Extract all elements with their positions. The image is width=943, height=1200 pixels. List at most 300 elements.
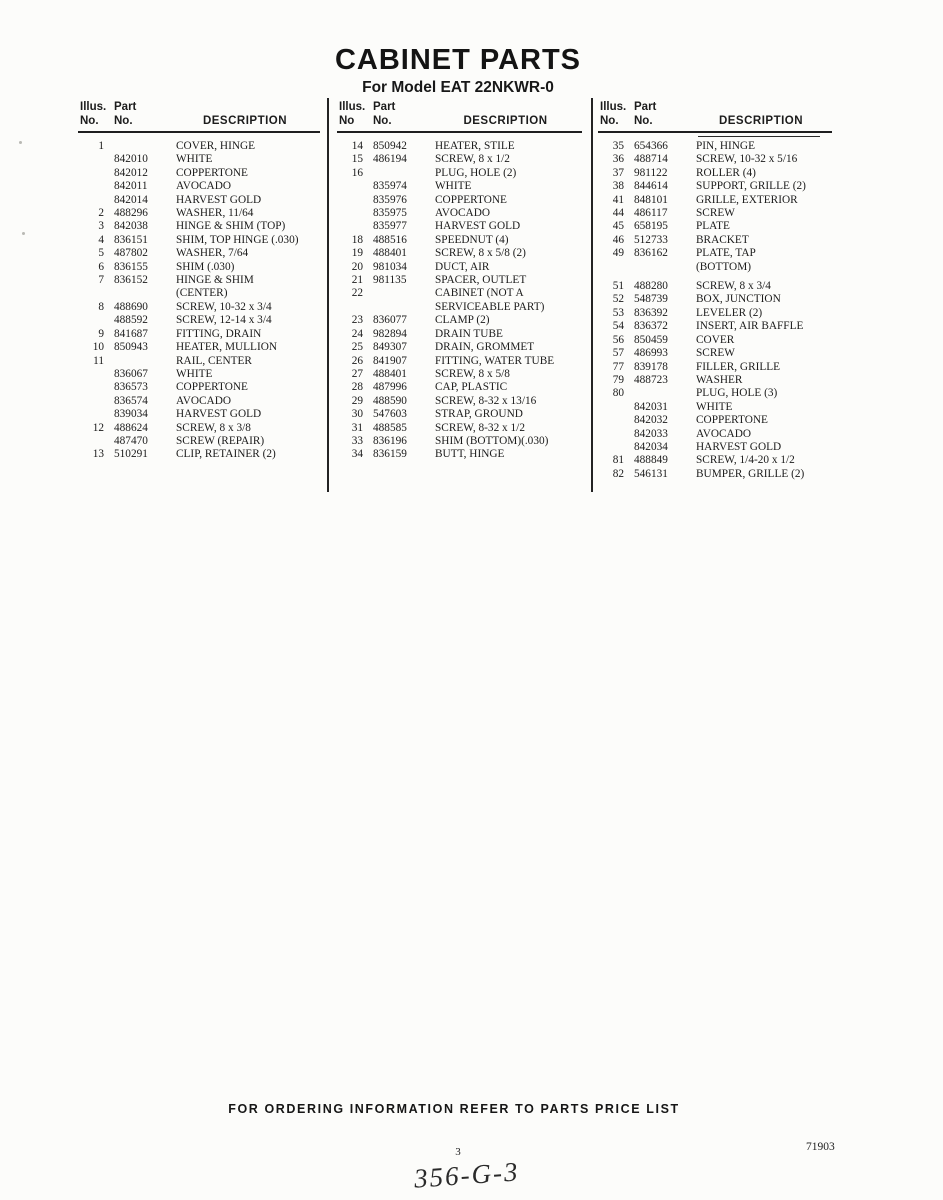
part-no: 850943: [114, 341, 148, 354]
description: SPEEDNUT (4): [435, 233, 509, 246]
description: COVER: [696, 333, 735, 346]
illus-no: 46: [612, 233, 624, 246]
part-no: 836392: [634, 306, 668, 319]
description-underline: [698, 136, 820, 138]
table-row: [337, 207, 582, 220]
illus-no: 82: [612, 467, 624, 480]
part-no: [634, 387, 684, 400]
part-no: [634, 261, 684, 274]
illus-no: 31: [351, 421, 363, 434]
description: SPACER, OUTLET: [435, 274, 527, 287]
description: SHIM (.030): [176, 260, 235, 273]
table-row: [337, 368, 582, 381]
table-row: [598, 261, 832, 274]
header-illus-label: Illus.: [600, 101, 627, 113]
part-no: 835977: [373, 220, 407, 233]
part-no: [373, 167, 423, 180]
description: WASHER: [696, 373, 743, 386]
column-divider-left: [327, 98, 329, 492]
description: SCREW, 12-14 x 3/4: [176, 314, 272, 327]
description: COPPERTONE: [176, 166, 248, 179]
part-no: [114, 355, 164, 368]
table-row: [337, 395, 582, 408]
table-row: [337, 287, 582, 300]
table-row: [78, 368, 320, 381]
illus-no: [78, 153, 104, 166]
table-row: [598, 428, 832, 441]
part-no: 488592: [114, 314, 148, 327]
table-row: [337, 274, 582, 287]
part-no: 836152: [114, 274, 148, 287]
illus-no: [78, 395, 104, 408]
description: AVOCADO: [176, 180, 232, 193]
part-no: 836372: [634, 320, 668, 333]
description: SCREW (REPAIR): [176, 434, 265, 447]
illus-no: 53: [612, 306, 624, 319]
document-header: [0, 44, 916, 97]
table-row: [78, 247, 320, 260]
table-row: [598, 374, 832, 387]
description: FITTING, DRAIN: [176, 327, 262, 340]
illus-no: [598, 261, 624, 274]
description: GRILLE, EXTERIOR: [696, 193, 798, 206]
table-row: [78, 194, 320, 207]
illus-no: 29: [351, 394, 363, 407]
part-no: 836077: [373, 314, 407, 327]
description: BUTT, HINGE: [435, 448, 505, 461]
description: SCREW, 8 x 3/8: [176, 421, 251, 434]
part-no: 486194: [373, 153, 407, 166]
illus-no: 8: [98, 300, 104, 313]
illus-no: [598, 441, 624, 454]
part-no: 487470: [114, 434, 148, 447]
description: CLIP, RETAINER (2): [176, 448, 276, 461]
illus-no: [337, 220, 363, 233]
table-row: [598, 361, 832, 374]
illus-no: 28: [351, 381, 363, 394]
description: PLATE, TAP: [696, 247, 756, 260]
parts-rows: [78, 140, 320, 462]
illus-no: 10: [92, 341, 104, 354]
part-no: [114, 140, 164, 153]
description: FILLER, GRILLE: [696, 360, 781, 373]
header-part-no: No.: [373, 115, 392, 127]
table-row: [78, 395, 320, 408]
part-no: 548739: [634, 293, 668, 306]
part-no: 842010: [114, 153, 148, 166]
illus-no: 49: [612, 247, 624, 260]
description: HARVEST GOLD: [696, 440, 782, 453]
illus-no: [598, 428, 624, 441]
illus-no: 21: [351, 274, 363, 287]
table-row: [598, 180, 832, 193]
part-no: 488690: [114, 300, 148, 313]
table-row: [337, 301, 582, 314]
part-no: 488590: [373, 394, 407, 407]
header-part-label: Part: [373, 101, 396, 113]
column-header: [337, 100, 582, 133]
description: AVOCADO: [435, 207, 491, 220]
description: HEATER, MULLION: [176, 341, 278, 354]
illus-no: 81: [612, 454, 624, 467]
description: SUPPORT, GRILLE (2): [696, 180, 806, 193]
description: PIN, HINGE: [696, 140, 755, 152]
illus-no: 37: [612, 166, 624, 179]
part-no: 836196: [373, 434, 407, 447]
table-row: [337, 167, 582, 180]
table-row: [337, 381, 582, 394]
part-no: 836155: [114, 260, 148, 273]
table-row: [598, 194, 832, 207]
table-row: [78, 153, 320, 166]
part-no: 842012: [114, 166, 148, 179]
part-no: 844614: [634, 180, 668, 193]
table-row: [78, 234, 320, 247]
part-no: 839178: [634, 360, 668, 373]
illus-no: [78, 167, 104, 180]
part-no: 841687: [114, 327, 148, 340]
illus-no: 57: [612, 347, 624, 360]
table-row: [78, 328, 320, 341]
page-title: CABINET PARTS: [334, 44, 582, 76]
table-row: [78, 435, 320, 448]
parts-rows: [337, 140, 582, 462]
table-row: [598, 247, 832, 260]
part-no: 842011: [114, 180, 148, 193]
description: CLAMP (2): [435, 314, 490, 327]
part-no: 836573: [114, 381, 148, 394]
illus-no: 36: [612, 153, 624, 166]
table-row: [78, 408, 320, 421]
part-no: 658195: [634, 220, 668, 233]
description: WHITE: [696, 400, 733, 413]
table-row: [78, 301, 320, 314]
part-no: 836067: [114, 367, 148, 380]
header-part-no: No.: [114, 115, 133, 127]
illus-no: 44: [612, 207, 624, 220]
description: SCREW, 1/4-20 x 1/2: [696, 454, 795, 467]
description: INSERT, AIR BAFFLE: [696, 320, 804, 333]
illus-no: [78, 194, 104, 207]
description: COVER, HINGE: [176, 140, 256, 152]
table-row: [78, 167, 320, 180]
header-illus-no: No.: [80, 115, 99, 127]
table-row: [337, 194, 582, 207]
illus-no: [78, 180, 104, 193]
table-row: [598, 401, 832, 414]
part-no: 842034: [634, 440, 668, 453]
description: BRACKET: [696, 233, 749, 246]
table-row: [337, 180, 582, 193]
description: PLATE: [696, 220, 730, 233]
header-illus-label: Illus.: [339, 101, 366, 113]
illus-no: 79: [612, 373, 624, 386]
parts-rows: [598, 140, 832, 481]
illus-no: [78, 368, 104, 381]
parts-column-3: [598, 100, 832, 481]
table-row: [78, 287, 320, 300]
table-row: [337, 355, 582, 368]
part-no: 510291: [114, 448, 148, 461]
illus-no: 56: [612, 333, 624, 346]
description: ROLLER (4): [696, 166, 756, 179]
description: COPPERTONE: [696, 414, 768, 427]
illus-no: [337, 180, 363, 193]
part-no: 981122: [634, 166, 668, 179]
header-illus-label: Illus.: [80, 101, 107, 113]
illus-no: 38: [612, 180, 624, 193]
table-row: [78, 180, 320, 193]
description: SCREW, 8 x 5/8 (2): [435, 247, 526, 260]
part-no: 488849: [634, 454, 668, 467]
table-row: [337, 341, 582, 354]
scan-speck: [19, 141, 22, 144]
column-header: [78, 100, 320, 133]
table-row: [78, 381, 320, 394]
illus-no: 80: [612, 387, 624, 400]
illus-no: 41: [612, 193, 624, 206]
part-no: 850459: [634, 333, 668, 346]
table-row: [78, 355, 320, 368]
illus-no: 18: [351, 233, 363, 246]
description: SERVICEABLE PART): [435, 300, 545, 313]
part-no: 487996: [373, 381, 407, 394]
illus-no: 13: [92, 448, 104, 461]
illus-no: 11: [93, 354, 104, 367]
table-row: [78, 422, 320, 435]
illus-no: 22: [351, 287, 363, 300]
part-no: 488723: [634, 373, 668, 386]
part-no: 836574: [114, 394, 148, 407]
illus-no: 20: [351, 260, 363, 273]
ordering-note: FOR ORDERING INFORMATION REFER TO PARTS PRICE LIST: [228, 1102, 680, 1116]
table-row: [78, 341, 320, 354]
table-row: [598, 468, 832, 481]
header-part-no: No.: [634, 115, 653, 127]
description: WHITE: [176, 153, 213, 166]
part-no: 841907: [373, 354, 407, 367]
illus-no: 2: [98, 207, 104, 220]
description: COPPERTONE: [435, 193, 507, 206]
description: HARVEST GOLD: [176, 408, 262, 421]
header-description: DESCRIPTION: [718, 115, 804, 127]
illus-no: 52: [612, 293, 624, 306]
part-no: 836159: [373, 448, 407, 461]
illus-no: 45: [612, 220, 624, 233]
header-description: DESCRIPTION: [202, 115, 288, 127]
part-no: 488585: [373, 421, 407, 434]
illus-no: 77: [612, 360, 624, 373]
illus-no: 1: [98, 140, 104, 152]
part-no: 981135: [373, 274, 407, 287]
part-no: 488280: [634, 280, 668, 293]
part-no: 836162: [634, 247, 668, 260]
table-row: [78, 207, 320, 220]
illus-no: [78, 435, 104, 448]
illus-no: [78, 408, 104, 421]
description: WASHER, 11/64: [176, 207, 254, 220]
illus-no: [598, 401, 624, 414]
description: WHITE: [435, 180, 472, 193]
table-row: [598, 280, 832, 293]
part-no: 842038: [114, 220, 148, 233]
table-row: [598, 234, 832, 247]
description: COPPERTONE: [176, 381, 248, 394]
description: AVOCADO: [696, 427, 752, 440]
illus-no: 14: [351, 140, 363, 152]
illus-no: 16: [351, 166, 363, 179]
description: (CENTER): [176, 287, 228, 300]
table-row: [337, 422, 582, 435]
part-no: 842032: [634, 414, 668, 427]
illus-no: 7: [98, 274, 104, 287]
table-row: [598, 347, 832, 360]
table-row: [337, 314, 582, 327]
handwritten-code: 356-G-3: [413, 1156, 521, 1194]
part-no: 839034: [114, 408, 148, 421]
part-no: 487802: [114, 247, 148, 260]
part-no: 842033: [634, 427, 668, 440]
description: PLUG, HOLE (2): [435, 166, 517, 179]
illus-no: 54: [612, 320, 624, 333]
part-no: 835976: [373, 193, 407, 206]
column-divider-right: [591, 98, 593, 492]
description: DRAIN, GROMMET: [435, 341, 535, 354]
header-part-label: Part: [634, 101, 657, 113]
header-illus-no: No.: [600, 115, 619, 127]
illus-no: [337, 194, 363, 207]
illus-no: 9: [98, 327, 104, 340]
description: STRAP, GROUND: [435, 408, 523, 421]
description: HARVEST GOLD: [176, 193, 262, 206]
description: HINGE & SHIM (TOP): [176, 220, 286, 233]
description: SCREW, 8 x 3/4: [696, 280, 771, 293]
part-no: 486117: [634, 207, 668, 220]
part-no: 488624: [114, 421, 148, 434]
illus-no: 27: [351, 367, 363, 380]
illus-no: 26: [351, 354, 363, 367]
description: SHIM (BOTTOM)(.030): [435, 434, 549, 447]
illus-no: 24: [351, 327, 363, 340]
table-row: [78, 220, 320, 233]
description: SCREW, 8-32 x 13/16: [435, 394, 537, 407]
table-row: [598, 207, 832, 220]
table-row: [337, 153, 582, 166]
part-no: 835975: [373, 207, 407, 220]
table-row: [598, 441, 832, 454]
illus-no: [78, 287, 104, 300]
illus-no: 4: [98, 233, 104, 246]
description: SCREW, 8 x 1/2: [435, 153, 510, 166]
table-row: [598, 454, 832, 467]
description: BUMPER, GRILLE (2): [696, 467, 805, 480]
table-row: [598, 307, 832, 320]
table-row: [78, 261, 320, 274]
table-row: [78, 314, 320, 327]
table-row: [78, 274, 320, 287]
part-no: [114, 287, 164, 300]
parts-column-1: [78, 100, 320, 462]
description: SCREW, 8 x 5/8: [435, 367, 510, 380]
description: SHIM, TOP HINGE (.030): [176, 233, 299, 246]
header-part-label: Part: [114, 101, 137, 113]
table-row: [598, 293, 832, 306]
table-row: [337, 140, 582, 153]
illus-no: 5: [98, 247, 104, 260]
table-row: [598, 220, 832, 233]
description: CABINET (NOT A: [435, 287, 524, 300]
page-number: 3: [455, 1146, 461, 1158]
part-no: 488714: [634, 153, 668, 166]
description: WASHER, 7/64: [176, 247, 249, 260]
model-subtitle: For Model EAT 22NKWR-0: [362, 79, 554, 96]
table-row: [598, 414, 832, 427]
parts-column-2: [337, 100, 582, 462]
part-no: [373, 287, 423, 300]
illus-no: 3: [98, 220, 104, 233]
table-row: [337, 247, 582, 260]
part-no: 654366: [634, 140, 668, 152]
description: HINGE & SHIM: [176, 274, 254, 287]
part-no: 836151: [114, 233, 148, 246]
table-row: [598, 167, 832, 180]
table-row: [337, 435, 582, 448]
illus-no: [337, 301, 363, 314]
table-row: [337, 234, 582, 247]
part-no: 982894: [373, 327, 407, 340]
part-no: 842014: [114, 193, 148, 206]
description: SCREW, 8-32 x 1/2: [435, 421, 525, 434]
illus-no: [598, 414, 624, 427]
illus-no: 51: [612, 280, 624, 293]
table-row: [337, 261, 582, 274]
illus-no: 33: [351, 434, 363, 447]
description: DRAIN TUBE: [435, 327, 503, 340]
part-no: 488401: [373, 367, 407, 380]
description: DUCT, AIR: [435, 260, 490, 273]
illus-no: 30: [351, 408, 363, 421]
table-row: [598, 153, 832, 166]
description: AVOCADO: [176, 394, 232, 407]
illus-no: 35: [612, 140, 624, 152]
table-row: [337, 408, 582, 421]
illus-no: 15: [351, 153, 363, 166]
part-no: 849307: [373, 341, 407, 354]
table-row: [78, 140, 320, 153]
part-no: 842031: [634, 400, 668, 413]
description: SCREW, 10-32 x 5/16: [696, 153, 798, 166]
description: WHITE: [176, 367, 213, 380]
description: SCREW, 10-32 x 3/4: [176, 300, 272, 313]
scan-speck: [22, 232, 25, 235]
table-row: [337, 448, 582, 461]
column-header: [598, 100, 832, 133]
description: SCREW: [696, 347, 735, 360]
header-illus-no: No: [339, 115, 355, 127]
illus-no: 34: [351, 448, 363, 461]
description: HEATER, STILE: [435, 140, 515, 152]
part-no: 488401: [373, 247, 407, 260]
illus-no: 25: [351, 341, 363, 354]
illus-no: 23: [351, 314, 363, 327]
part-no: 835974: [373, 180, 407, 193]
part-no: 848101: [634, 193, 668, 206]
part-no: 546131: [634, 467, 668, 480]
illus-no: [78, 381, 104, 394]
table-row: [337, 328, 582, 341]
part-no: [373, 301, 423, 314]
illus-no: 6: [98, 260, 104, 273]
